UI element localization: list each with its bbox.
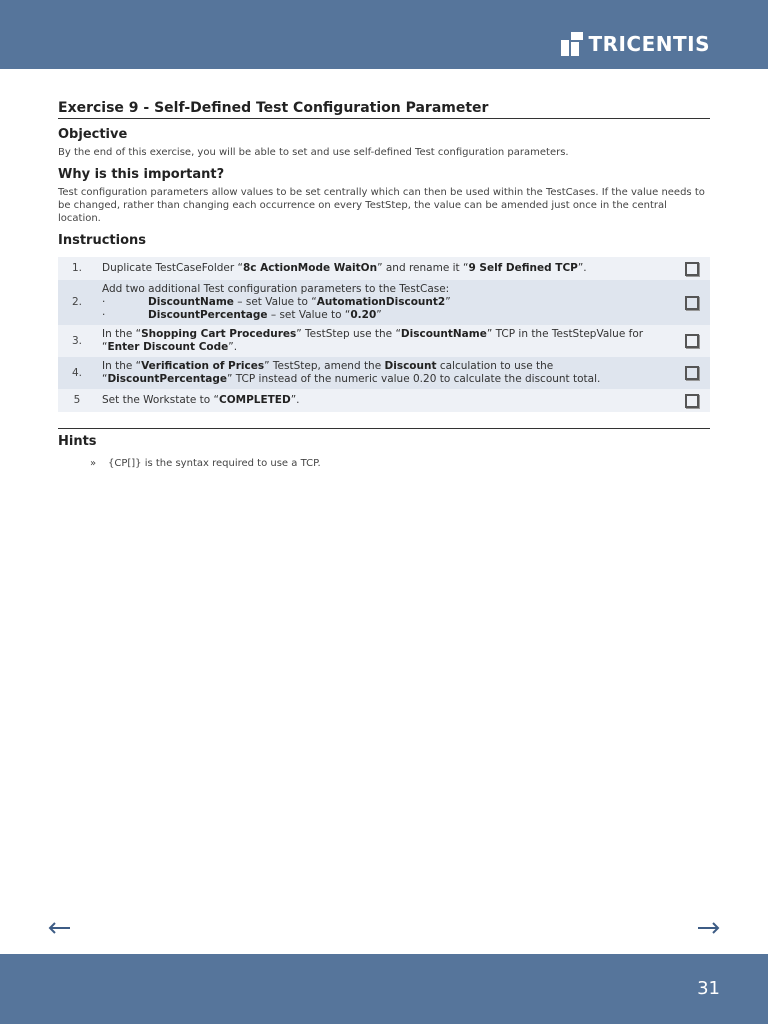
hint-bullet: »: [90, 458, 97, 469]
page-number: 31: [697, 978, 720, 999]
step-number: 3.: [58, 325, 96, 357]
objective-text: By the end of this exercise, you will be able to set and use self-defined Test configuration parameters.: [58, 147, 569, 158]
instructions-heading: Instructions: [58, 233, 147, 248]
hints-heading: Hints: [58, 434, 97, 449]
step-number: 2.: [58, 280, 96, 325]
step-text: In the “Verification of Prices” TestStep, amend the Discount calculation to use the “DiscountPercentage” TCP instead of the numeric value 0.20 to calculate the discount total.: [96, 357, 674, 389]
step-number: 5: [58, 389, 96, 412]
exercise-content: [58, 99, 710, 469]
tricentis-logo: [559, 31, 710, 57]
exercise-title: Exercise 9 - Self-Defined Test Configuration Parameter: [58, 99, 710, 119]
logo-text: TRICENTIS: [588, 32, 710, 56]
next-page-arrow-icon[interactable]: [696, 916, 722, 940]
importance-text: Test configuration parameters allow values to be set centrally which can then be used within the TestCases. If the value needs to be changed, rather than changing each occurrence on every TestStep, the value can be amended just once in the central location.: [58, 187, 705, 224]
step-text: Set the Workstate to “COMPLETED”.: [96, 389, 674, 412]
step-row-2: [58, 280, 710, 325]
tricentis-logo-icon: [559, 32, 583, 56]
step-5-checkbox[interactable]: [685, 394, 699, 408]
objective-heading: Objective: [58, 127, 128, 142]
step-row-1: [58, 257, 710, 280]
step-number: 4.: [58, 357, 96, 389]
importance-heading: Why is this important?: [58, 167, 225, 182]
step-row-3: [58, 325, 710, 357]
step-2-checkbox[interactable]: [685, 296, 699, 310]
hint-text: {CP[]} is the syntax required to use a TCP.: [108, 458, 321, 469]
step-text: In the “Shopping Cart Procedures” TestStep use the “DiscountName” TCP in the TestStepValue for “Enter Discount Code”.: [96, 325, 674, 357]
step-text: Add two additional Test configuration parameters to the TestCase: · DiscountName – set Value to “AutomationDiscount2” · DiscountPercentage – set Value to “0.20”: [96, 280, 674, 325]
step-1-checkbox[interactable]: [685, 262, 699, 276]
step-row-4: [58, 357, 710, 389]
step-4-checkbox[interactable]: [685, 366, 699, 380]
page-footer: [0, 954, 768, 1024]
step-number: 1.: [58, 257, 96, 280]
instructions-table: [58, 257, 710, 412]
previous-page-arrow-icon[interactable]: [46, 916, 72, 940]
hint-item: [90, 458, 710, 469]
step-text: Duplicate TestCaseFolder “8c ActionMode WaitOn” and rename it “9 Self Defined TCP”.: [96, 257, 674, 280]
page-header: [0, 0, 768, 69]
step-row-5: [58, 389, 710, 412]
hints-divider: [58, 428, 710, 429]
step-3-checkbox[interactable]: [685, 334, 699, 348]
